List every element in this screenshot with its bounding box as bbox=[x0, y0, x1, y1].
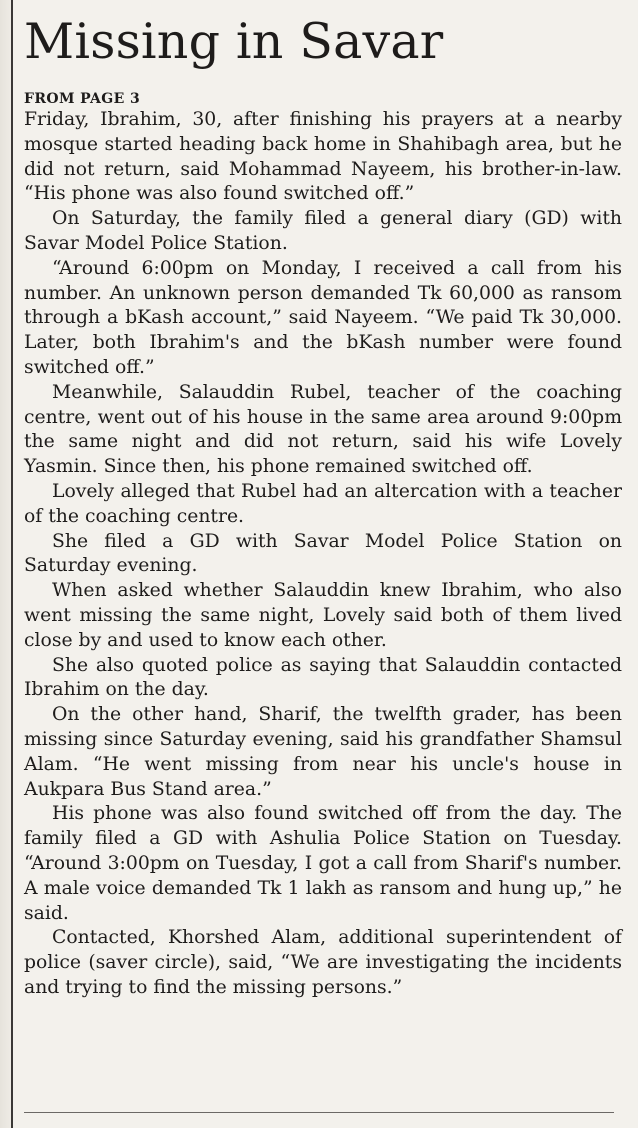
paragraph: She filed a GD with Savar Model Police Station on Saturday evening. bbox=[24, 530, 622, 577]
paragraph: His phone was also found switched off from the day. The family filed a GD with Ashulia Police Station on Tuesday. “Around 3:00pm on Tuesday, I got a call from Sharif's number. A male voice demanded Tk 1 lakh as ransom and hung up,” he said. bbox=[24, 803, 622, 924]
paragraph: Meanwhile, Salauddin Rubel, teacher of the coaching centre, went out of his house in the same area around 9:00pm the same night and did not return, said his wife Lovely Yasmin. Since then, his phone remained switched off. bbox=[24, 381, 622, 478]
paragraph: Friday, Ibrahim, 30, after finishing his prayers at a nearby mosque started heading back home in Shahibagh area, but he did not return, said Mohammad Nayeem, his brother-in-law. “His phone was also found switched off.” bbox=[24, 109, 622, 205]
paragraph: “Around 6:00pm on Monday, I received a call from his number. An unknown person demanded Tk 60,000 as ransom through a bKash account,” said Nayeem. “We paid Tk 30,000. Later, both Ibrahim's and the bKash number were found switched off.” bbox=[24, 257, 622, 378]
paragraph: Lovely alleged that Rubel had an altercation with a teacher of the coaching centre. bbox=[24, 480, 622, 527]
paragraph: She also quoted police as saying that Salauddin contacted Ibrahim on the day. bbox=[24, 654, 622, 701]
news-article bbox=[24, 10, 622, 1001]
continuation-kicker: FROM PAGE 3 bbox=[24, 91, 141, 107]
paragraph: On the other hand, Sharif, the twelfth grader, has been missing since Saturday evening, said his grandfather Shamsul Alam. “He went missing from near his uncle's house in Aukpara Bus Stand area.” bbox=[24, 704, 622, 800]
column-divider bbox=[11, 0, 13, 1128]
bottom-rule bbox=[24, 1112, 614, 1113]
paragraph: When asked whether Salauddin knew Ibrahim, who also went missing the same night, Lovely said both of them lived close by and used to know each other. bbox=[24, 580, 622, 651]
headline: Missing in Savar bbox=[24, 13, 444, 70]
paragraph: Contacted, Khorshed Alam, additional superintendent of police (saver circle), said, “We are investigating the incidents and trying to find the missing persons.” bbox=[24, 927, 622, 998]
paragraph: On Saturday, the family filed a general diary (GD) with Savar Model Police Station. bbox=[24, 208, 622, 254]
article-body bbox=[24, 108, 622, 1001]
